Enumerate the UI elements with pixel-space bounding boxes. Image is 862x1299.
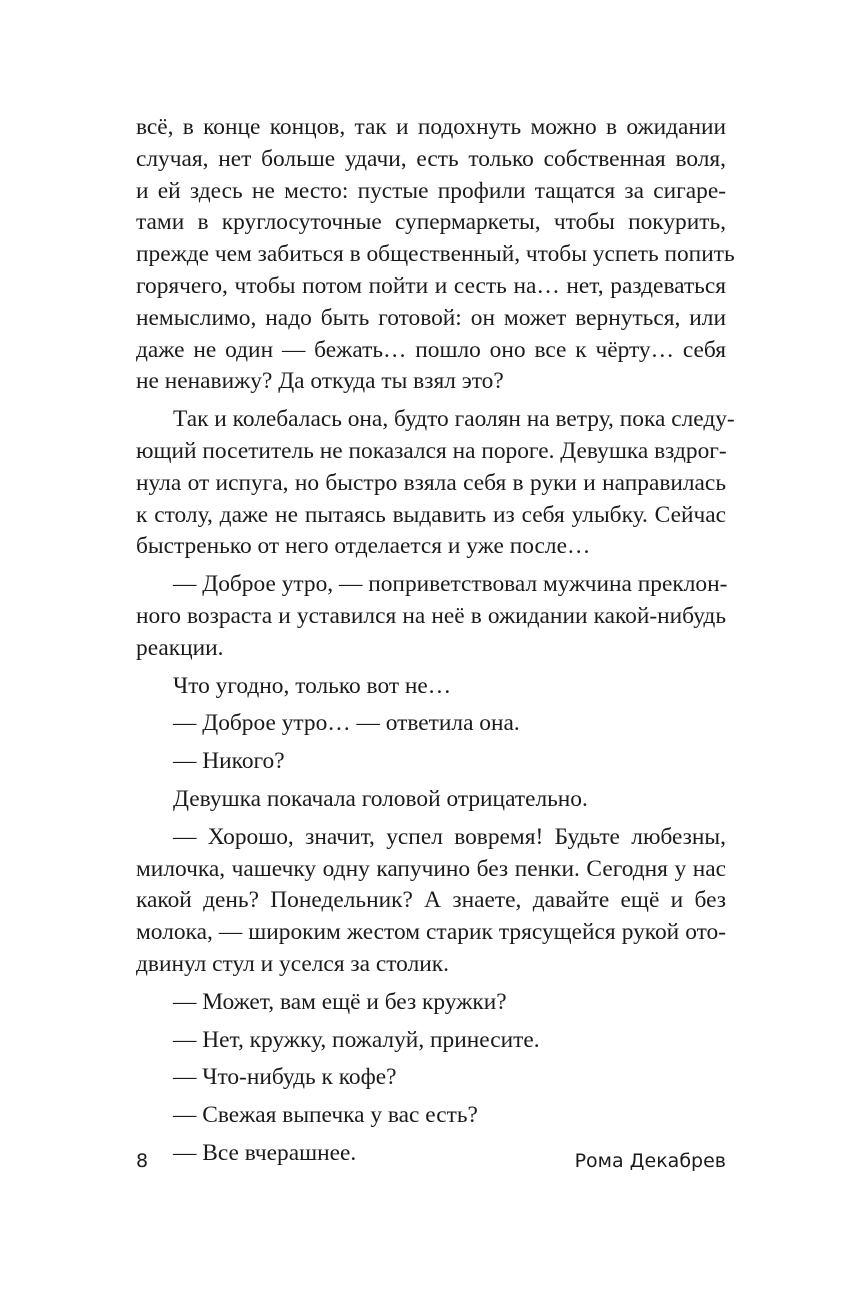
- paragraph-first-line: — Может, вам ещё и без кружки?: [173, 988, 507, 1015]
- paragraph-first-line: — Что-нибудь к кофе?: [173, 1064, 397, 1091]
- text-line: милочка, чашечку одну капучино без пенки. Сегодня у нас: [136, 855, 726, 882]
- text-line: двинул стул и уселся за столик.: [136, 950, 449, 977]
- paragraph-first-line: Что угодно, только вот не…: [173, 672, 452, 699]
- text-line: к столу, даже не пытаясь выдавить из себя улыбку. Сейчас: [136, 501, 726, 528]
- text-line: какой день? Понедельник? А знаете, давайте ещё и без: [136, 887, 726, 914]
- paragraph-first-line: — Хорошо, значит, успел вовремя! Будьте любезны,: [173, 823, 726, 850]
- text-line: случая, нет больше удачи, есть только собственная воля,: [136, 145, 726, 172]
- paragraph-first-line: — Нет, кружку, пожалуй, принесите.: [173, 1026, 540, 1053]
- paragraph-first-line: — Свежая выпечка у вас есть?: [173, 1102, 478, 1129]
- paragraph-first-line: — Никого?: [173, 748, 285, 775]
- paragraph-first-line: — Доброе утро… — ответила она.: [173, 710, 520, 737]
- text-line: горячего, чтобы потом пойти и сесть на… нет, раздеваться: [136, 272, 726, 299]
- text-line: и ей здесь не место: пустые профили тащатся за сигаре-: [136, 177, 726, 204]
- page-footer: [136, 1150, 726, 1180]
- text-line: реакции.: [136, 634, 224, 661]
- text-line: тами в круглосуточные супермаркеты, чтобы покурить,: [136, 209, 726, 236]
- text-line: быстренько от него отделается и уже после…: [136, 533, 591, 560]
- body-text: [136, 112, 735, 1170]
- text-line: ющий посетитель не показался на пороге. Девушка вздрог-: [136, 437, 727, 464]
- running-footer-author: Рома Декабрев: [574, 1150, 726, 1172]
- text-line: молока, — широким жестом старик трясущейся рукой ото-: [136, 919, 726, 946]
- paragraph-first-line: Так и колебалась она, будто гаолян на ветру, пока следу-: [173, 406, 735, 433]
- text-line: не ненавижу? Да откуда ты взял это?: [136, 368, 504, 395]
- paragraph-first-line: Девушка покачала головой отрицательно.: [173, 785, 588, 812]
- paragraph-first-line: — Все вчерашнее.: [173, 1139, 357, 1166]
- text-line: прежде чем забиться в общественный, чтобы успеть попить: [136, 241, 735, 268]
- text-line: нула от испуга, но быстро взяла себя в руки и направилась: [136, 469, 726, 496]
- paragraph-first-line: — Доброе утро, — поприветствовал мужчина преклон-: [173, 571, 728, 598]
- text-line: ного возраста и уставился на неё в ожидании какой-нибудь: [136, 602, 726, 629]
- text-line: всё, в конце концов, так и подохнуть можно в ожидании: [136, 114, 726, 140]
- page-number: 8: [136, 1150, 149, 1172]
- text-line: немыслимо, надо быть готовой: он может вернуться, или: [136, 304, 726, 331]
- text-line: даже не один — бежать… пошло оно все к чёрту… себя: [136, 336, 726, 363]
